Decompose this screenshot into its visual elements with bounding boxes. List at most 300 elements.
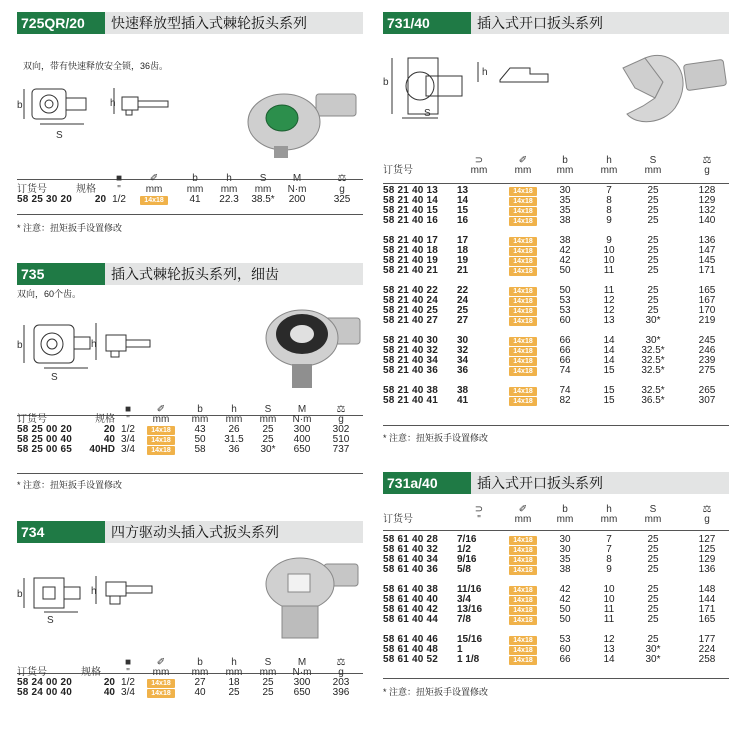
badge-cell bbox=[503, 186, 543, 196]
badge-cell bbox=[503, 196, 543, 206]
order-number: 58 25 30 20 bbox=[17, 194, 73, 205]
insert-size-badge: 14x18 bbox=[509, 606, 536, 615]
s-value: 25 bbox=[647, 265, 659, 276]
b-value: 60 bbox=[559, 644, 571, 655]
wrench-size: 11/16 bbox=[457, 584, 482, 595]
drive-size: 1/2 bbox=[121, 677, 135, 688]
weight-value: 148 bbox=[698, 584, 716, 595]
svg-text:S: S bbox=[47, 615, 54, 626]
weight-value: 140 bbox=[698, 215, 716, 226]
section-code: 731a/40 bbox=[383, 472, 471, 494]
s-value: 25 bbox=[647, 245, 659, 256]
insert-size-badge: 14x18 bbox=[509, 536, 536, 545]
order-number: 58 61 40 42 bbox=[383, 604, 439, 615]
h-value: 8 bbox=[606, 205, 612, 216]
b-value: 35 bbox=[559, 205, 571, 216]
weight-value: 396 bbox=[332, 687, 350, 698]
wrench-size: 15/16 bbox=[457, 634, 483, 645]
svg-text:S: S bbox=[56, 130, 63, 141]
badge-cell bbox=[503, 216, 543, 226]
b-value: 53 bbox=[559, 305, 571, 316]
wrench-size: 22 bbox=[457, 285, 469, 296]
wrench-size: 25 bbox=[457, 305, 469, 316]
weight-value: 171 bbox=[698, 604, 716, 615]
b-value: 38 bbox=[559, 564, 571, 575]
b-value: 58 bbox=[194, 444, 206, 455]
badge-cell bbox=[503, 256, 543, 266]
s-value: 25 bbox=[647, 594, 659, 605]
s-value: 25 bbox=[647, 295, 659, 306]
h-value: 11 bbox=[603, 614, 615, 625]
square-drive-drawing bbox=[14, 570, 164, 628]
section-description: 双向，带有快速释放安全锁，36齿。 bbox=[23, 61, 169, 71]
b-value: 40 bbox=[194, 687, 206, 698]
spec-value: 20 bbox=[94, 194, 107, 205]
b-value: 42 bbox=[559, 594, 571, 605]
h-value: 14 bbox=[603, 345, 615, 356]
h-value: 12 bbox=[603, 634, 615, 645]
badge-cell bbox=[139, 435, 183, 445]
insert-size-badge: 14x18 bbox=[147, 436, 174, 445]
h-value: 11 bbox=[603, 604, 615, 615]
section-description: 双向，60个齿。 bbox=[17, 289, 82, 299]
h-value: 26 bbox=[228, 424, 240, 435]
b-value: 38 bbox=[559, 235, 571, 246]
order-number: 58 21 40 13 bbox=[383, 185, 439, 196]
insert-size-badge: 14x18 bbox=[509, 207, 536, 216]
b-value: 66 bbox=[559, 345, 571, 356]
s-value: 25 bbox=[647, 584, 659, 595]
wrench-size: 32 bbox=[457, 345, 469, 356]
b-value: 50 bbox=[559, 614, 571, 625]
drive-size: 3/4 bbox=[121, 687, 135, 698]
s-value: 25 bbox=[262, 424, 274, 435]
s-value: 32.5* bbox=[641, 365, 665, 376]
h-value: 10 bbox=[603, 584, 615, 595]
h-value: 10 bbox=[603, 594, 615, 605]
table-row bbox=[381, 396, 739, 406]
insert-size-badge: 14x18 bbox=[140, 196, 167, 205]
insert-size-badge: 14x18 bbox=[509, 586, 536, 595]
section-code: 735 bbox=[17, 263, 105, 285]
weight-value: 275 bbox=[698, 365, 716, 376]
spec-value: 20 bbox=[103, 677, 115, 688]
wrench-size: 34 bbox=[457, 355, 469, 366]
s-value: 25 bbox=[262, 687, 274, 698]
col-spec: 规格 bbox=[95, 414, 115, 425]
badge-cell bbox=[139, 425, 183, 435]
weight-value: 132 bbox=[698, 205, 716, 216]
b-value: 53 bbox=[559, 295, 571, 306]
wrench-size: 7/16 bbox=[457, 534, 477, 545]
insert-size-badge: 14x18 bbox=[509, 267, 536, 276]
weight-value: 136 bbox=[698, 235, 716, 246]
order-number: 58 24 00 40 bbox=[17, 687, 73, 698]
col-spec: 规格 bbox=[76, 184, 97, 195]
weight-value: 128 bbox=[698, 185, 716, 196]
insert-size-badge: 14x18 bbox=[509, 397, 536, 406]
badge-cell bbox=[503, 336, 543, 346]
order-number: 58 21 40 16 bbox=[383, 215, 439, 226]
h-value: 18 bbox=[228, 677, 240, 688]
h-value: 31.5 bbox=[224, 434, 244, 445]
badge-cell bbox=[503, 246, 543, 256]
h-value: 15 bbox=[603, 385, 615, 396]
svg-text:b: b bbox=[383, 77, 389, 88]
badge-cell bbox=[139, 688, 183, 698]
b-value: 35 bbox=[559, 554, 571, 565]
weight-value: 129 bbox=[698, 195, 716, 206]
wrench-size: 24 bbox=[457, 295, 469, 306]
weight-value: 265 bbox=[698, 385, 716, 396]
wrench-size: 17 bbox=[457, 235, 469, 246]
wrench-size: 30 bbox=[457, 335, 469, 346]
b-value: 50 bbox=[194, 434, 206, 445]
col-order: 订货号 bbox=[17, 414, 47, 425]
h-value: 36 bbox=[228, 444, 240, 455]
b-value: 50 bbox=[559, 265, 571, 276]
spec-table-731: ⊃ ✐ b h S ⚖ 订货号 mm mm mm mm mm g 58 21 40 13 13 14x18 30 7 25 128 58 21 40 14 14 14x18 35 8 25 129 58 21 40 15 15 14x18 35 8 25 132 58 21 40 16 16 14x18 38 9 25 140 58 21 40 17 17 14x18 38 9 25 136 58 21 40 18 18 14x18 42 10 25 147 58 21 40 19 19 14x18 42 10 25 145 58 21 40 21 21 14x18 50 11 25 171 58 21 40 22 22 14x18 50 11 25 165 58 21 40 24 24 14x18 53 12 25 167 58 21 40 25 25 14x18 53 12 25 170 58 21 40 27 27 14x18 60 13 30* 219 58 21 40 30 30 14x18 66 14 30* 245 58 21 40 32 32 14x18 66 14 32.5* 246 58 21 40 34 34 14x18 66 14 32.5* 239 58 21 40 36 36 14x18 74 15 32.5* 275 58 21 40 38 38 14x18 74 15 32.5* 265 58 21 40 41 41 14x18 82 15 36.5* 307 bbox=[381, 156, 739, 406]
weight-value: 167 bbox=[698, 295, 716, 306]
b-value: 74 bbox=[559, 365, 571, 376]
insert-size-badge: 14x18 bbox=[147, 689, 174, 698]
wrench-size: 7/8 bbox=[457, 614, 471, 625]
insert-size-badge: 14x18 bbox=[509, 197, 536, 206]
order-number: 58 61 40 32 bbox=[383, 544, 439, 555]
s-value: 25 bbox=[647, 205, 659, 216]
h-value: 14 bbox=[603, 355, 615, 366]
s-value: 32.5* bbox=[641, 345, 665, 356]
badge-cell bbox=[139, 445, 183, 455]
h-value: 9 bbox=[606, 235, 612, 246]
order-number: 58 21 40 38 bbox=[383, 385, 439, 396]
order-number: 58 21 40 18 bbox=[383, 245, 439, 256]
svg-text:S: S bbox=[424, 108, 431, 119]
order-number: 58 21 40 15 bbox=[383, 205, 439, 216]
weight-value: 165 bbox=[698, 285, 716, 296]
b-value: 66 bbox=[559, 654, 571, 665]
h-value: 8 bbox=[606, 195, 612, 206]
wrench-size: 36 bbox=[457, 365, 469, 376]
badge-cell bbox=[130, 195, 178, 205]
s-value: 32.5* bbox=[641, 385, 665, 396]
wrench-size: 9/16 bbox=[457, 554, 477, 565]
h-value: 7 bbox=[606, 544, 612, 555]
s-value: 25 bbox=[647, 554, 659, 565]
h-value: 10 bbox=[603, 245, 615, 256]
s-value: 25 bbox=[647, 255, 659, 266]
badge-cell bbox=[503, 545, 543, 555]
svg-text:h: h bbox=[91, 339, 97, 350]
s-value: 30* bbox=[645, 315, 661, 326]
b-value: 42 bbox=[559, 584, 571, 595]
badge-cell bbox=[503, 595, 543, 605]
svg-text:S: S bbox=[51, 372, 58, 383]
s-value: 30* bbox=[645, 654, 661, 665]
b-value: 50 bbox=[559, 604, 571, 615]
section-title: 插入式棘轮扳头系列，细齿 bbox=[105, 263, 363, 285]
badge-cell bbox=[503, 585, 543, 595]
col-spec: 规格 bbox=[81, 667, 101, 678]
order-number: 58 61 40 38 bbox=[383, 584, 439, 595]
svg-text:b: b bbox=[17, 589, 23, 600]
badge-cell bbox=[503, 366, 543, 376]
s-value: 25 bbox=[262, 677, 274, 688]
section-731-header bbox=[383, 12, 729, 34]
insert-size-badge: 14x18 bbox=[509, 566, 536, 575]
m-value: 200 bbox=[288, 194, 306, 205]
table-row bbox=[381, 655, 739, 665]
weight-value: 177 bbox=[698, 634, 716, 645]
order-number: 58 21 40 30 bbox=[383, 335, 439, 346]
table-row bbox=[15, 688, 363, 698]
order-number: 58 61 40 36 bbox=[383, 564, 439, 575]
order-number: 58 25 00 65 bbox=[17, 444, 73, 455]
drive-size: 3/4 bbox=[121, 444, 135, 455]
spec-value: 40 bbox=[103, 687, 115, 698]
insert-size-badge: 14x18 bbox=[147, 679, 174, 688]
badge-cell bbox=[503, 565, 543, 575]
weight-value: 125 bbox=[698, 544, 716, 555]
insert-size-badge: 14x18 bbox=[509, 636, 536, 645]
b-value: 27 bbox=[194, 677, 206, 688]
order-number: 58 61 40 46 bbox=[383, 634, 439, 645]
insert-size-badge: 14x18 bbox=[509, 387, 536, 396]
badge-cell bbox=[503, 396, 543, 406]
wrench-size: 13 bbox=[457, 185, 469, 196]
badge-cell bbox=[503, 206, 543, 216]
m-value: 650 bbox=[293, 444, 311, 455]
weight-value: 302 bbox=[332, 424, 350, 435]
s-value: 25 bbox=[647, 195, 659, 206]
badge-cell bbox=[503, 286, 543, 296]
weight-value: 136 bbox=[698, 564, 716, 575]
drive-size: 3/4 bbox=[121, 434, 135, 445]
spec-table-735: ■ ✐ b h S M ⚖ 订货号 规格 " mm mm mm mm N·m g 58 25 00 20 20 1/2 14x18 43 26 25 300 302 58 25 00 40 40 3/4 14x18 50 31.5 25 400 510 58 25 00 65 40HD 3/4 14x18 58 36 30* 650 737 bbox=[15, 405, 363, 455]
square-drive-photo bbox=[262, 548, 362, 648]
h-value: 11 bbox=[603, 265, 615, 276]
wrench-size: 5/8 bbox=[457, 564, 471, 575]
s-value: 25 bbox=[647, 534, 659, 545]
h-value: 14 bbox=[603, 654, 615, 665]
h-value: 13 bbox=[603, 315, 615, 326]
wrench-size: 21 bbox=[457, 265, 469, 276]
order-number: 58 21 40 25 bbox=[383, 305, 439, 316]
order-number: 58 61 40 40 bbox=[383, 594, 439, 605]
spec-value: 20 bbox=[103, 424, 115, 435]
table-row bbox=[15, 445, 363, 455]
badge-cell bbox=[139, 678, 183, 688]
badge-cell bbox=[503, 296, 543, 306]
insert-size-badge: 14x18 bbox=[509, 357, 536, 366]
weight-value: 224 bbox=[698, 644, 716, 655]
b-value: 66 bbox=[559, 355, 571, 366]
insert-size-badge: 14x18 bbox=[509, 556, 536, 565]
h-value: 7 bbox=[606, 185, 612, 196]
wrench-size: 19 bbox=[457, 255, 469, 266]
section-title: 四方驱动头插入式扳头系列 bbox=[105, 521, 363, 543]
order-number: 58 61 40 28 bbox=[383, 534, 439, 545]
insert-size-badge: 14x18 bbox=[509, 546, 536, 555]
weight-value: 165 bbox=[698, 614, 716, 625]
b-value: 66 bbox=[559, 335, 571, 346]
wrench-size: 27 bbox=[457, 315, 469, 326]
insert-size-badge: 14x18 bbox=[509, 187, 536, 196]
order-number: 58 61 40 44 bbox=[383, 614, 439, 625]
weight-value: 127 bbox=[698, 534, 716, 545]
wrench-size: 14 bbox=[457, 195, 469, 206]
h-value: 10 bbox=[603, 255, 615, 266]
h-value: 15 bbox=[603, 365, 615, 376]
order-number: 58 21 40 14 bbox=[383, 195, 439, 206]
table-row bbox=[381, 565, 739, 575]
h-value: 15 bbox=[603, 395, 615, 406]
weight-value: 510 bbox=[332, 434, 350, 445]
s-value: 25 bbox=[647, 305, 659, 316]
b-value: 82 bbox=[559, 395, 571, 406]
drive-size: 1/2 bbox=[112, 194, 126, 205]
section-734-header bbox=[17, 521, 363, 543]
weight-value: 171 bbox=[698, 265, 716, 276]
b-value: 30 bbox=[559, 185, 571, 196]
section-735-header bbox=[17, 263, 363, 285]
svg-text:h: h bbox=[482, 67, 488, 78]
drive-size: 1/2 bbox=[121, 424, 135, 435]
b-value: 30 bbox=[559, 534, 571, 545]
badge-cell bbox=[503, 555, 543, 565]
weight-value: 203 bbox=[332, 677, 350, 688]
svg-text:h: h bbox=[110, 98, 116, 109]
order-number: 58 21 40 41 bbox=[383, 395, 439, 406]
badge-cell bbox=[503, 645, 543, 655]
wrench-size: 15 bbox=[457, 205, 469, 216]
s-value: 36.5* bbox=[641, 395, 665, 406]
order-number: 58 21 40 22 bbox=[383, 285, 439, 296]
spec-table-725: ■ ✐ b h S M ⚖ 订货号 规格 " mm mm mm mm N·m g 58 25 30 20 20 1/2 14x18 41 22.3 38.5* 200 325 bbox=[15, 172, 370, 205]
wrench-size: 13/16 bbox=[457, 604, 483, 615]
h-value: 14 bbox=[603, 335, 615, 346]
h-value: 7 bbox=[606, 534, 612, 545]
order-number: 58 21 40 21 bbox=[383, 265, 439, 276]
weight-value: 258 bbox=[698, 654, 716, 665]
h-value: 8 bbox=[606, 554, 612, 565]
wrench-size: 1 1/8 bbox=[457, 654, 480, 665]
order-number: 58 21 40 24 bbox=[383, 295, 439, 306]
ratchet-drawing bbox=[14, 86, 174, 146]
order-number: 58 24 00 20 bbox=[17, 677, 73, 688]
table-row bbox=[381, 316, 739, 326]
spec-table-734: ■ ✐ b h S M ⚖ 订货号 规格 " mm mm mm mm N·m g 58 24 00 20 20 1/2 14x18 27 18 25 300 203 58 24 00 40 40 3/4 14x18 40 25 25 650 396 bbox=[15, 658, 363, 698]
wrench-size: 41 bbox=[457, 395, 469, 406]
col-order: 订货号 bbox=[17, 667, 47, 678]
h-value: 11 bbox=[603, 285, 615, 296]
insert-size-badge: 14x18 bbox=[147, 426, 174, 435]
spec-table-731a: ⊃ ✐ b h S ⚖ 订货号 " mm mm mm mm g 58 61 40 28 7/16 14x18 30 7 25 127 58 61 40 32 1/2 14x18 30 7 25 125 58 61 40 34 9/16 14x18 35 8 25 129 58 61 40 36 5/8 14x18 38 9 25 136 58 61 40 38 11/16 14x18 42 10 25 148 58 61 40 40 3/4 14x18 42 10 25 144 58 61 40 42 13/16 14x18 50 11 25 171 58 61 40 44 7/8 14x18 50 11 25 165 58 61 40 46 15/16 14x18 53 12 25 177 58 61 40 48 1 14x18 60 13 30* 224 58 61 40 52 1 1/8 14x18 66 14 30* 258 bbox=[381, 505, 739, 665]
order-number: 58 21 40 32 bbox=[383, 345, 439, 356]
section-title: 插入式开口扳头系列 bbox=[471, 12, 729, 34]
ratchet-photo bbox=[246, 82, 361, 162]
section-code: 731/40 bbox=[383, 12, 471, 34]
b-value: 53 bbox=[559, 634, 571, 645]
footnote: * 注意：扭矩扳手设置修改 bbox=[383, 433, 489, 443]
insert-size-badge: 14x18 bbox=[509, 616, 536, 625]
s-value: 25 bbox=[647, 185, 659, 196]
s-value: 25 bbox=[647, 285, 659, 296]
badge-cell bbox=[503, 615, 543, 625]
order-number: 58 61 40 34 bbox=[383, 554, 439, 565]
s-value: 25 bbox=[647, 235, 659, 246]
weight-value: 307 bbox=[698, 395, 716, 406]
order-number: 58 21 40 34 bbox=[383, 355, 439, 366]
badge-cell bbox=[503, 236, 543, 246]
weight-value: 145 bbox=[698, 255, 716, 266]
wrench-size-icon: ⊃ bbox=[474, 504, 484, 515]
insert-size-badge: 14x18 bbox=[509, 596, 536, 605]
table-row bbox=[381, 266, 739, 276]
ratchet-drawing bbox=[14, 320, 174, 384]
badge-cell bbox=[503, 605, 543, 615]
weight-value: 144 bbox=[698, 594, 716, 605]
col-order: 订货号 bbox=[383, 165, 413, 176]
order-number: 58 21 40 19 bbox=[383, 255, 439, 266]
order-number: 58 61 40 48 bbox=[383, 644, 439, 655]
h-value: 13 bbox=[603, 644, 615, 655]
badge-cell bbox=[503, 316, 543, 326]
table-row bbox=[381, 615, 739, 625]
ratchet-photo bbox=[262, 304, 362, 394]
spec-value: 40HD bbox=[89, 444, 115, 455]
badge-cell bbox=[503, 386, 543, 396]
insert-size-badge: 14x18 bbox=[509, 317, 536, 326]
table-row bbox=[15, 195, 370, 205]
section-725-header bbox=[17, 12, 363, 34]
h-value: 12 bbox=[603, 295, 615, 306]
open-end-drawing bbox=[380, 52, 560, 124]
insert-size-badge: 14x18 bbox=[509, 367, 536, 376]
insert-size-badge: 14x18 bbox=[509, 337, 536, 346]
weight-value: 737 bbox=[332, 444, 350, 455]
h-value: 22.3 bbox=[219, 194, 239, 205]
badge-cell bbox=[503, 266, 543, 276]
svg-text:b: b bbox=[17, 100, 23, 111]
weight-value: 170 bbox=[698, 305, 716, 316]
order-number: 58 21 40 36 bbox=[383, 365, 439, 376]
insert-size-badge: 14x18 bbox=[147, 446, 174, 455]
insert-size-badge: 14x18 bbox=[509, 656, 536, 665]
footnote: * 注意：扭矩扳手设置修改 bbox=[17, 480, 123, 490]
insert-size-badge: 14x18 bbox=[509, 247, 536, 256]
b-value: 42 bbox=[559, 255, 571, 266]
insert-size-badge: 14x18 bbox=[509, 297, 536, 306]
order-number: 58 61 40 52 bbox=[383, 654, 439, 665]
h-value: 9 bbox=[606, 215, 612, 226]
m-value: 400 bbox=[293, 434, 311, 445]
insert-size-badge: 14x18 bbox=[509, 237, 536, 246]
svg-text:b: b bbox=[17, 340, 23, 351]
s-value: 25 bbox=[647, 215, 659, 226]
h-value: 9 bbox=[606, 564, 612, 575]
s-value: 25 bbox=[647, 604, 659, 615]
m-value: 300 bbox=[293, 424, 311, 435]
s-value: 30* bbox=[645, 335, 661, 346]
weight-value: 239 bbox=[698, 355, 716, 366]
s-value: 25 bbox=[647, 614, 659, 625]
section-title: 快速释放型插入式棘轮扳头系列 bbox=[105, 12, 363, 34]
s-value: 25 bbox=[262, 434, 274, 445]
weight-value: 325 bbox=[333, 194, 351, 205]
wrench-size: 16 bbox=[457, 215, 469, 226]
insert-size-badge: 14x18 bbox=[509, 257, 536, 266]
